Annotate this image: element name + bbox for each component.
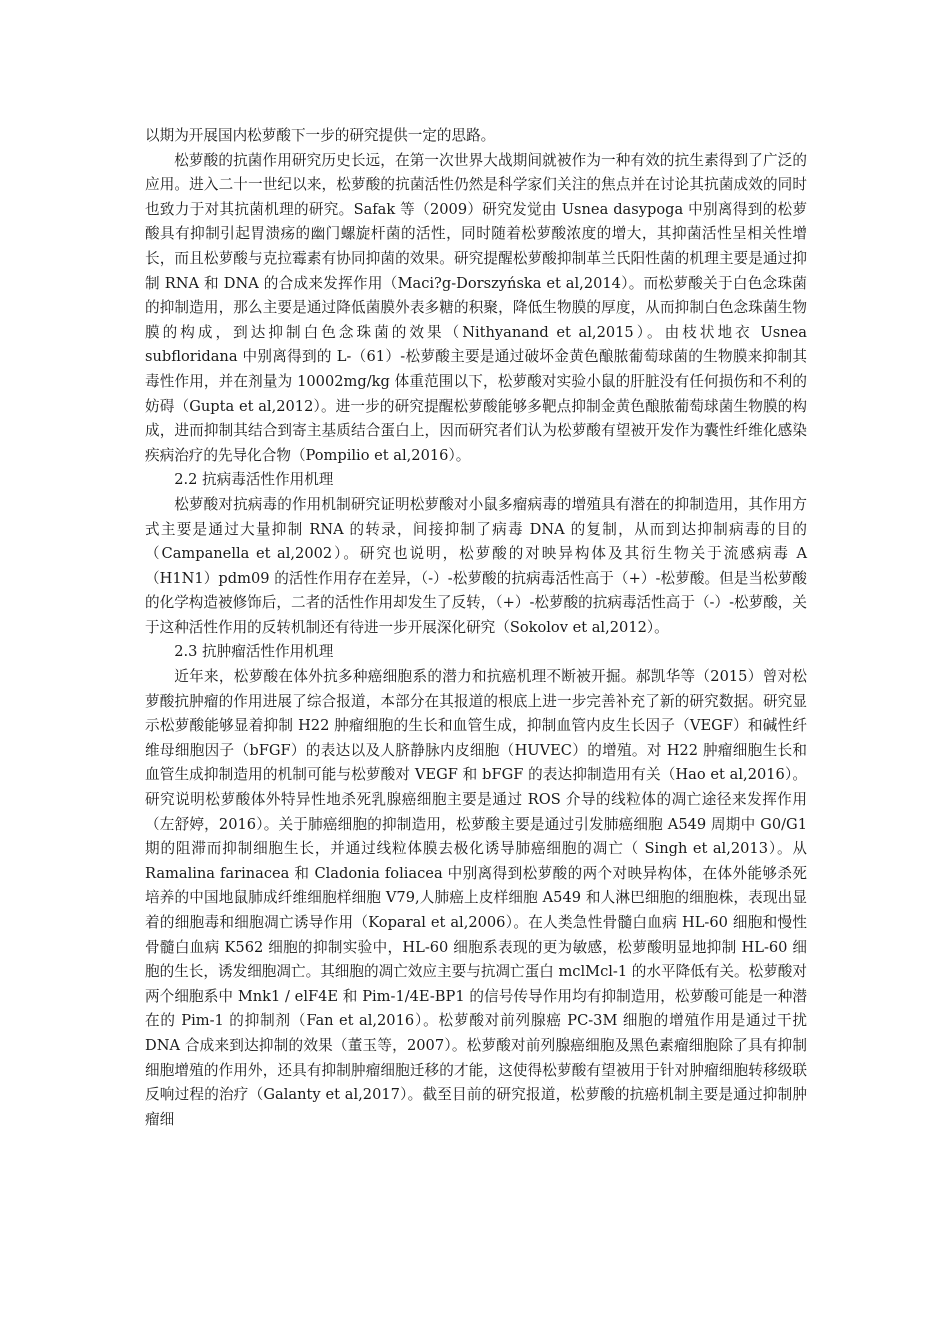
section-heading-2-3: 2.3 抗肿瘤活性作用机理 (174, 643, 334, 661)
intro-paragraph-continuation: 以期为开展国内松萝酸下一步的研究提供一定的思路。 (145, 127, 496, 144)
antitumor-mechanism-paragraph: 近年来，松萝酸在体外抗多种癌细胞系的潜力和抗癌机理不断被开掘。郝凯华等（2015）曾对松萝酸抗肿瘤的作用进展了综合报道，本部分在其报道的根底上进一步完善补充了新的研究数据。研究显示松萝酸能够显着抑制 H22 肿瘤细胞的生长和血管生成，抑制血管内皮生长因子（VEGF）和碱性纤维母细胞因子（bFGF）的表达以及人脐静脉内皮细胞（HUVEC）的增殖。对 H22 肿瘤细胞生长和血管生成抑制造用的机制可能与松萝酸对 VEGF 和 bFGF 的表达抑制造用有关（Hao et al,2016）。研究说明松萝酸体外特异性地杀死乳腺癌细胞主要是通过 ROS 介导的线粒体的凋亡途径来发挥作用（左舒婷，2016）。关于肺癌细胞的抑制造用，松萝酸主要是通过引发肺癌细胞 A549 周期中 G0/G1 期的阻滞而抑制细胞生长，并通过线粒体膜去极化诱导肺癌细胞的凋亡（ Singh et al,2013）。从 Ramalina farinacea 和 Cladonia foliacea 中别离得到松萝酸的两个对映异构体，在体外能够杀死培养的中国地鼠肺成纤维细胞样细胞 V79,人肺癌上皮样细胞 A549 和人淋巴细胞的细胞株，表现出显着的细胞毒和细胞凋亡诱导作用（Koparal et al,2006）。在人类急性骨髓白血病 HL-60 细胞和慢性骨髓白血病 K562 细胞的抑制实验中，HL-60 细胞系表现的更为敏感，松萝酸明显地抑制 HL-60 细胞的生长，诱发细胞凋亡。其细胞的凋亡效应主要与抗凋亡蛋白 mclMcl-1 的水平降低有关。松萝酸对两个细胞系中 Mnk1 / elF4E 和 Pim-1/4E-BP1 的信号传导作用均有抑制造用，松萝酸可能是一种潜在的 Pim-1 的抑制剂（Fan et al,2016）。松萝酸对前列腺癌 PC-3M 细胞的增殖作用是通过干扰 DNA 合成来到达抑制的效果（董玉等，2007）。松萝酸对前列腺癌细胞及黑色素瘤细胞除了具有抑制细胞增殖的作用外，还具有抑制肿瘤细胞迁移的才能，这使得松萝酸有望被用于针对肿瘤细胞转移级联反响过程的治疗（Galanty et al,2017）。截至目前的研究报道，松萝酸的抗癌机制主要是通过抑制肿瘤细 (145, 668, 807, 1128)
section-heading-2-2: 2.2 抗病毒活性作用机理 (174, 471, 334, 489)
antibacterial-mechanism-paragraph: 松萝酸的抗菌作用研究历史长远，在第一次世界大战期间就被作为一种有效的抗生素得到了广泛的应用。进入二十一世纪以来，松萝酸的抗菌活性仍然是科学家们关注的焦点并在讨论其抗菌成效的同时也致力于对其抗菌机理的研究。Safak 等（2009）研究发觉由 Usnea dasypoga 中别离得到的松萝酸具有抑制引起胃溃疡的幽门螺旋杆菌的活性，同时随着松萝酸浓度的增大，其抑菌活性呈相关性增长，而且松萝酸与克拉霉素有协同抑菌的效果。研究提醒松萝酸抑制革兰氏阳性菌的机理主要是通过抑制 RNA 和 DNA 的合成来发挥作用（Maci?g-Dorszyńska et al,2014）。而松萝酸关于白色念珠菌的抑制造用，那么主要是通过降低菌膜外表多糖的积聚，降低生物膜的厚度，从而抑制白色念珠菌生物膜的构成，到达抑制白色念珠菌的效果（Nithyanand et al,2015）。由枝状地衣 Usnea subfloridana 中别离得到的 L-（61）-松萝酸主要是通过破坏金黄色酿脓葡萄球菌的生物膜来抑制其毒性作用，并在剂量为 10002mg/kg 体重范围以下，松萝酸对实验小鼠的肝脏没有任何损伤和不利的妨碍（Gupta et al,2012）。进一步的研究提醒松萝酸能够多靶点抑制金黄色酿脓葡萄球菌生物膜的构成，进而抑制其结合到寄主基质结合蛋白上，因而研究者们认为松萝酸有望被开发作为囊性纤维化感染疾病治疗的先导化合物（Pompilio et al,2016）。 (145, 151, 807, 464)
document-page (145, 124, 807, 1132)
antiviral-mechanism-paragraph: 松萝酸对抗病毒的作用机制研究证明松萝酸对小鼠多瘤病毒的增殖具有潜在的抑制造用，其作用方式主要是通过大量抑制 RNA 的转录，间接抑制了病毒 DNA 的复制，从而到达抑制病毒的目的（Campanella et al,2002）。研究也说明，松萝酸的对映异构体及其衍生物关于流感病毒 A（H1N1）pdm09 的活性作用存在差异，（-）-松萝酸的抗病毒活性高于（+）-松萝酸。但是当松萝酸的化学构造被修饰后，二者的活性作用却发生了反转，（+）-松萝酸的抗病毒活性高于（-）-松萝酸，关于这种活性作用的反转机制还有待进一步开展深化研究（Sokolov et al,2012）。 (145, 495, 807, 636)
